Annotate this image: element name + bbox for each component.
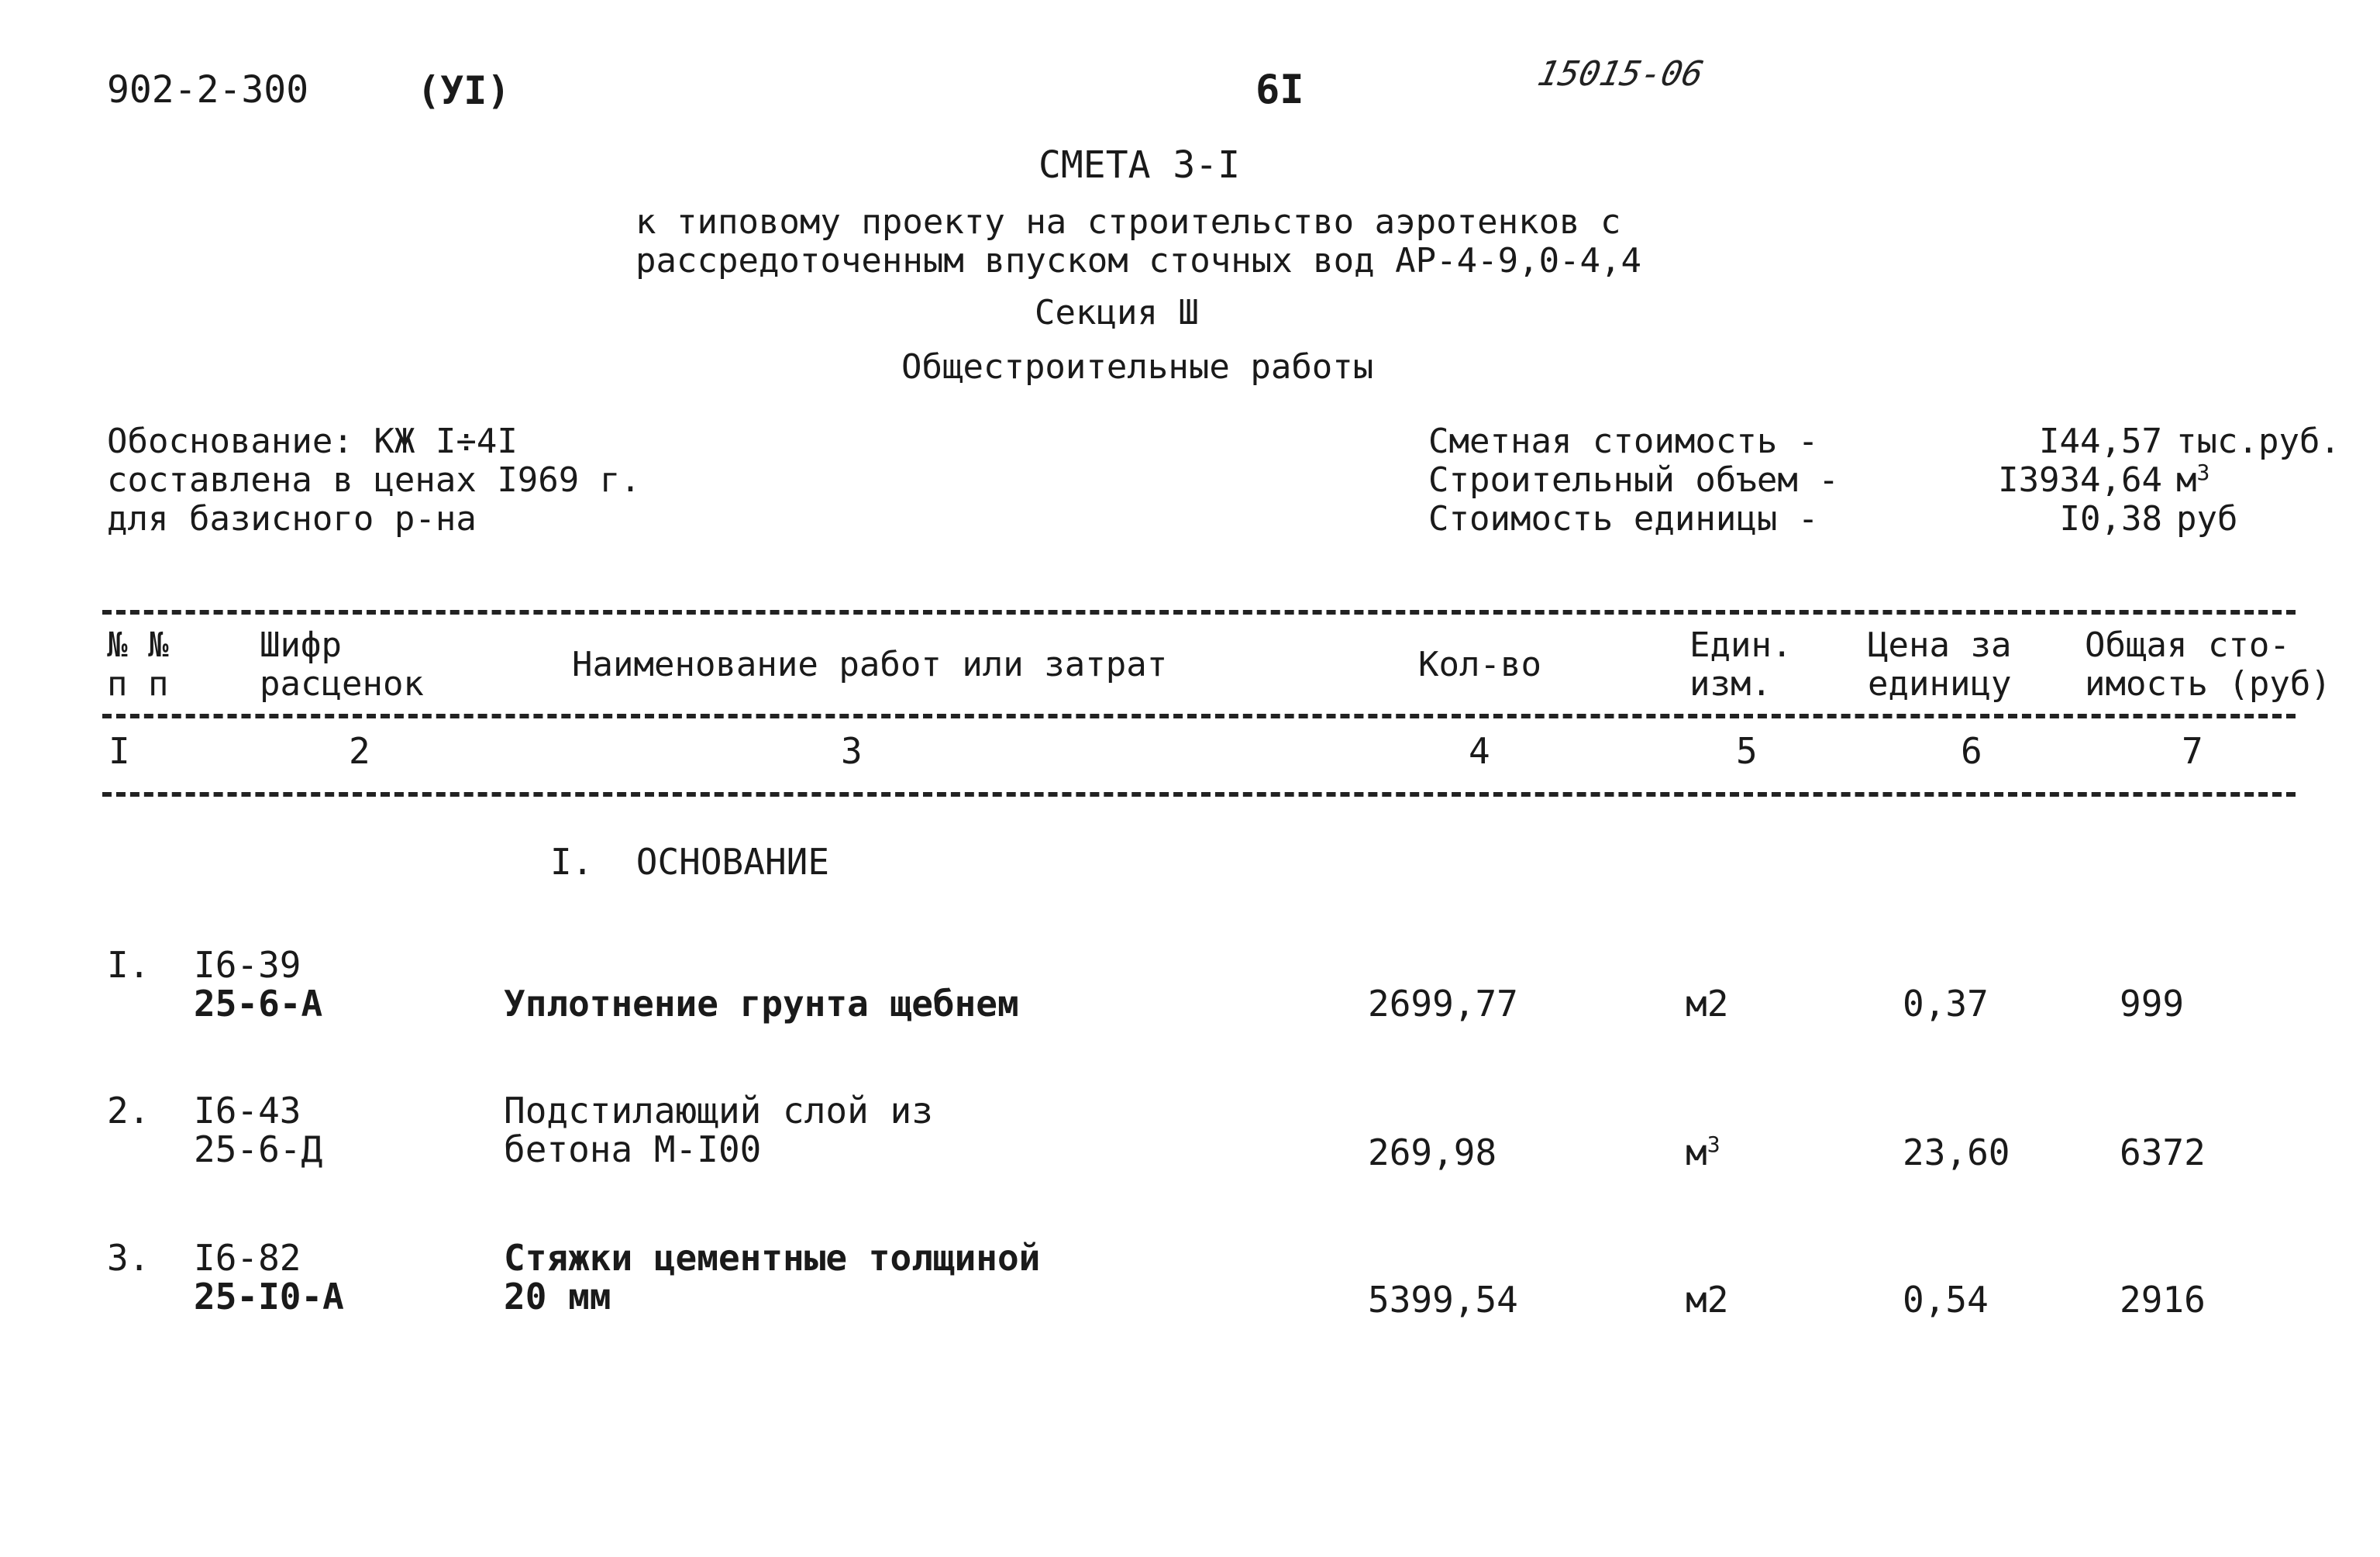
row-3-name-2: 20 мм [504,1276,611,1318]
header-col-price-line-1: Цена за [1868,625,2012,665]
header-col-unit [1689,626,1792,704]
estimate-title: СМЕТА 3-I [1038,143,1241,187]
basis-line-3: для базисного р-на [107,499,477,539]
row-2-qty: 269,98 [1368,1132,1497,1173]
row-1-name: Уплотнение грунта щебнем [504,983,1019,1025]
row-3-qty: 5399,54 [1368,1279,1518,1321]
estimated-cost-unit: тыс.руб. [2176,422,2340,461]
table-rule-middle [102,714,2296,718]
page-number: 6I [1255,67,1304,113]
works-title: Общестроительные работы [901,347,1374,387]
header-col-total-line-2: имость (руб) [2085,664,2331,704]
header-col-price-line-2: единицу [1868,664,2012,704]
volume-value: I3934,64 [1998,460,2162,500]
row-1-num: I. [107,944,150,986]
column-number-2: 2 [349,730,370,772]
column-number-4: 4 [1469,730,1490,772]
column-number-6: 6 [1961,730,1982,772]
header-col-qty: Кол-во [1418,645,1541,684]
row-1-code-2: 25-6-А [194,983,323,1025]
row-2-num: 2. [107,1090,150,1132]
row-2-code [194,1091,322,1169]
unit-cost-label: Стоимость единицы - [1428,499,1819,539]
header-col-unit-line-2: изм. [1689,664,1772,704]
row-1-price: 0,37 [1903,983,1989,1025]
column-number-3: 3 [841,730,863,772]
row-1-qty: 2699,77 [1368,983,1518,1025]
row-3-unit: м2 [1686,1279,1729,1321]
row-2-name [504,1091,933,1169]
row-3-num: 3. [107,1237,150,1279]
column-number-7: 7 [2182,730,2203,772]
group-title: I. ОСНОВАНИЕ [550,841,830,883]
table-rule-top [102,610,2296,615]
unit-cost-unit: руб [2176,499,2238,539]
header-col-code-line-2: расценок [260,664,424,704]
row-2-code-2: 25-6-Д [194,1128,323,1170]
table-rule-bottom [102,792,2296,797]
row-1-unit: м2 [1686,983,1729,1025]
basis-block [107,422,641,539]
volume-unit-sup: 3 [2196,460,2210,485]
header-col-number [107,626,168,704]
column-number-1: I [108,730,130,772]
row-2-unit: м [1686,1132,1707,1173]
unit-cost-value: I0,38 [2059,499,2162,539]
header-col-number-line-2: п п [107,664,169,704]
header-col-total-line-1: Общая сто- [2085,625,2290,665]
header-col-number-line-1: № № [107,625,169,665]
row-3-name [504,1238,1040,1316]
row-2-total: 6372 [2120,1132,2206,1173]
row-3-code-2: 25-I0-А [194,1276,344,1318]
header-col-code-line-1: Шифр [260,625,342,665]
row-2-name-2: бетона М-I00 [504,1128,762,1170]
row-3-price: 0,54 [1903,1279,1989,1321]
header-col-name: Наименование работ или затрат [572,645,1168,684]
handwritten-note: 15015-06 [1534,54,1707,94]
row-1-total: 999 [2120,983,2185,1025]
volume-unit: м [2176,460,2197,500]
row-1-code-1: I6-39 [194,944,301,986]
document-code: 902-2-300 [107,68,309,112]
row-2-name-1: Подстилающий слой из [504,1090,933,1132]
row-1-code [194,946,322,1023]
estimated-cost-label: Сметная стоимость - [1428,422,1819,461]
row-2-price: 23,60 [1903,1132,2010,1173]
estimate-subtitle [635,203,1641,281]
volume-unit-wrap [2176,461,2340,500]
header-col-code [260,626,424,704]
section-title: Секция Ш [1035,293,1199,332]
cost-values [1968,422,2162,539]
cost-labels [1428,422,1839,539]
row-3-code-1: I6-82 [194,1237,301,1279]
estimated-cost-value: I44,57 [2039,422,2162,461]
subtitle-line-2: рассредоточенным впуском сточных вод АР-4-9,0-4,4 [635,241,1642,281]
header-col-price [1868,626,2011,704]
basis-line-1: Обоснование: КЖ I÷4I [107,422,518,461]
header-col-total [2085,626,2331,704]
row-2-unit-wrap [1686,1133,1720,1172]
volume-label: Строительный объем - [1428,460,1839,500]
row-3-name-1: Стяжки цементные толщиной [504,1237,1041,1279]
cost-units [2176,422,2340,539]
basis-line-2: составлена в ценах I969 г. [107,460,641,500]
subtitle-line-1: к типовому проекту на строительство аэротенков с [635,202,1621,242]
row-2-unit-sup: 3 [1707,1132,1720,1157]
row-3-code [194,1238,344,1316]
header-col-unit-line-1: Един. [1689,625,1793,665]
row-2-code-1: I6-43 [194,1090,301,1132]
row-3-total: 2916 [2120,1279,2206,1321]
column-number-5: 5 [1736,730,1758,772]
document-part: (УI) [417,68,511,113]
